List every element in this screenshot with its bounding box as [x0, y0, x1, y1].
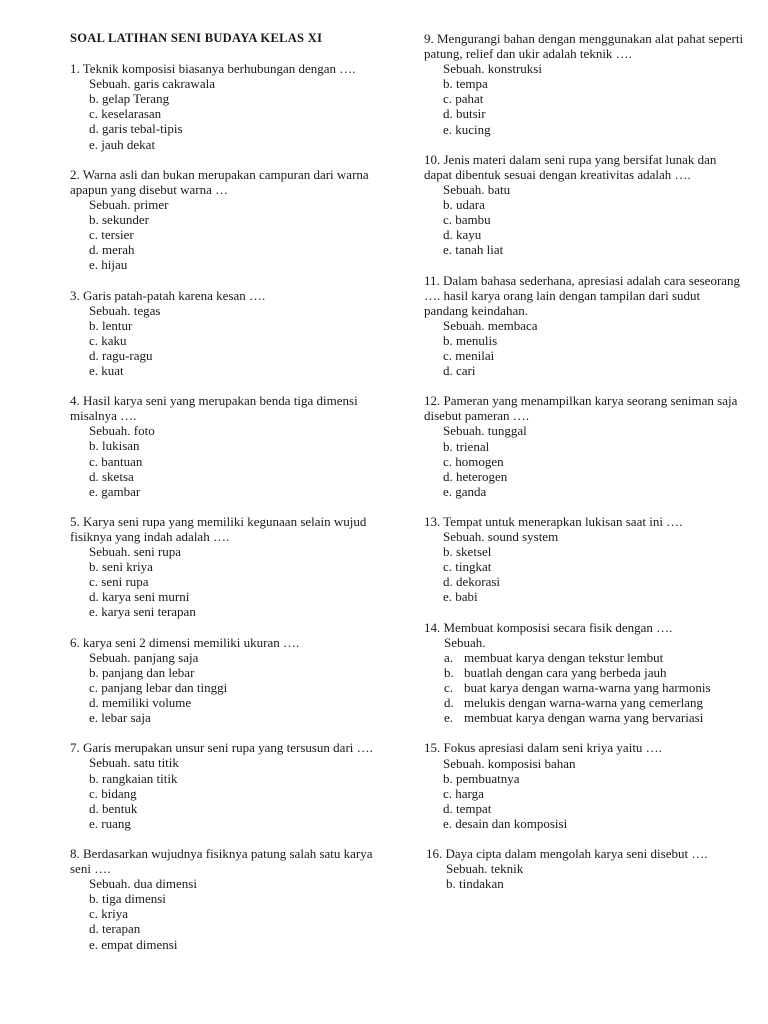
options-list	[70, 650, 375, 725]
option: e. lebar saja	[89, 710, 151, 726]
option: c. homogen	[443, 453, 504, 469]
question-text: 11. Dalam bahasa sederhana, apresiasi adalah cara seseorang …. hasil karya orang lain dengan tampilan dari sudut pandang keindahan.	[424, 272, 741, 318]
option-letter: d.	[444, 695, 454, 711]
option: d. bentuk	[89, 800, 138, 816]
option: d. ragu-ragu	[89, 347, 153, 363]
option: b. rangkaian titik	[89, 770, 178, 786]
option: e. karya seni terapan	[89, 604, 196, 620]
option-text: membuat karya dengan warna yang bervariasi	[464, 710, 704, 726]
option: b. tindakan	[446, 876, 504, 892]
option-text: membuat karya dengan tekstur lembut	[464, 649, 664, 665]
option	[444, 680, 744, 695]
option: d. karya seni murni	[89, 589, 190, 605]
option: c. kaku	[89, 332, 127, 348]
option: Sebuah. foto	[89, 423, 155, 439]
question-text: 9. Mengurangi bahan dengan menggunakan alat pahat seperti patung, relief dan ukir adalah teknik ….	[424, 31, 744, 62]
question-6	[70, 635, 375, 726]
option: e. gambar	[89, 483, 141, 499]
option	[444, 665, 744, 680]
options-list	[70, 423, 375, 498]
option: e. ruang	[89, 815, 131, 831]
option: c. seni rupa	[89, 574, 149, 590]
option: d. heterogen	[443, 468, 508, 484]
option-text: melukis dengan warna-warna yang cemerlang	[464, 695, 703, 711]
option: Sebuah. panjang saja	[89, 649, 199, 665]
option: c. bantuan	[89, 453, 143, 469]
options-list	[424, 635, 744, 726]
question-text: 15. Fokus apresiasi dalam seni kriya yaitu ….	[424, 740, 662, 756]
option	[444, 710, 744, 725]
options-list	[70, 876, 375, 951]
option: d. dekorasi	[443, 574, 501, 590]
option: c. tersier	[89, 227, 134, 243]
option: d. butsir	[443, 106, 486, 122]
option: b. gelap Terang	[89, 91, 170, 107]
option: e. hijau	[89, 257, 128, 273]
option: d. kayu	[443, 227, 482, 243]
question-text: 8. Berdasarkan wujudnya fisiknya patung salah satu karya seni ….	[70, 845, 373, 877]
option: e. kucing	[443, 121, 491, 137]
question-text: 1. Teknik komposisi biasanya berhubungan dengan ….	[70, 61, 356, 77]
option-text: buatlah dengan cara yang berbeda jauh	[464, 664, 667, 680]
option: b. sketsel	[443, 544, 492, 560]
options-list	[70, 76, 375, 151]
option: Sebuah. primer	[89, 196, 169, 212]
option-letter: c.	[444, 680, 454, 696]
question-text: 16. Daya cipta dalam mengolah karya seni disebut ….	[426, 846, 708, 862]
question-4	[70, 393, 375, 499]
question-10	[424, 152, 744, 258]
option: Sebuah.	[444, 634, 486, 650]
option: Sebuah. sound system	[443, 529, 559, 545]
option: Sebuah. garis cakrawala	[89, 76, 215, 92]
options-list	[70, 303, 375, 378]
option: Sebuah. komposisi bahan	[443, 755, 576, 771]
option: b. lukisan	[89, 438, 140, 454]
right-column	[424, 31, 744, 906]
option: d. merah	[89, 242, 135, 258]
question-9	[424, 31, 744, 137]
question-text: 14. Membuat komposisi secara fisik dengan ….	[424, 619, 673, 635]
option: e. desain dan komposisi	[443, 815, 568, 831]
option: e. jauh dekat	[89, 136, 156, 152]
option	[444, 695, 744, 710]
question-5	[70, 514, 375, 620]
option: d. cari	[443, 363, 476, 379]
option: Sebuah. seni rupa	[89, 544, 182, 560]
question-text: 5. Karya seni rupa yang memiliki kegunaan selain wujud fisiknya yang indah adalah ….	[70, 513, 367, 544]
option: Sebuah. tegas	[89, 302, 161, 318]
options-list	[70, 197, 375, 272]
option: b. menulis	[443, 332, 498, 348]
option: c. harga	[443, 785, 484, 801]
option: c. pahat	[443, 91, 484, 107]
question-11	[424, 273, 744, 379]
options-list	[424, 861, 744, 891]
question-2	[70, 167, 375, 273]
option: e. kuat	[89, 362, 124, 378]
options-list	[424, 61, 744, 136]
option: Sebuah. satu titik	[89, 755, 179, 771]
option: c. bambu	[443, 212, 491, 228]
option: Sebuah. batu	[443, 181, 511, 197]
question-text: 4. Hasil karya seni yang merupakan benda tiga dimensi misalnya ….	[70, 393, 358, 424]
option-text: buat karya dengan warna-warna yang harmonis	[464, 680, 711, 696]
option: d. tempat	[443, 800, 492, 816]
question-text: 10. Jenis materi dalam seni rupa yang bersifat lunak dan dapat dibentuk sesuai dengan kreativitas adalah ….	[424, 151, 717, 182]
left-column	[70, 31, 375, 967]
option: Sebuah. membaca	[443, 317, 538, 333]
option: d. sketsa	[89, 468, 134, 484]
question-text: 6. karya seni 2 dimensi memiliki ukuran ….	[70, 634, 300, 650]
question-8	[70, 846, 375, 952]
option: b. trienal	[443, 438, 490, 454]
document-title: SOAL LATIHAN SENI BUDAYA KELAS XI	[70, 31, 323, 45]
option: e. tanah liat	[443, 242, 504, 258]
question-3	[70, 288, 375, 379]
options-list	[424, 318, 744, 378]
question-text: 2. Warna asli dan bukan merupakan campuran dari warna apapun yang disebut warna …	[70, 166, 369, 197]
option: c. tingkat	[443, 559, 492, 575]
option: Sebuah. tunggal	[443, 423, 527, 439]
option: Sebuah. konstruksi	[443, 61, 542, 77]
options-list	[424, 529, 744, 604]
option: d. garis tebal-tipis	[89, 121, 183, 137]
option: b. tiga dimensi	[89, 891, 166, 907]
option: b. tempa	[443, 76, 488, 92]
option: b. udara	[443, 197, 485, 213]
option: b. pembuatnya	[443, 770, 520, 786]
option: c. panjang lebar dan tinggi	[89, 679, 228, 695]
question-16	[424, 846, 744, 891]
option: d. memiliki volume	[89, 695, 192, 711]
options-list	[424, 756, 744, 831]
option: c. bidang	[89, 785, 137, 801]
option: Sebuah. teknik	[446, 861, 524, 877]
option: c. kriya	[89, 906, 128, 922]
question-13	[424, 514, 744, 605]
option: Sebuah. dua dimensi	[89, 876, 197, 892]
question-1	[70, 61, 375, 152]
question-15	[424, 740, 744, 831]
option: e. empat dimensi	[89, 936, 178, 952]
option-letter: e.	[444, 710, 454, 726]
option-letter: b.	[444, 664, 454, 680]
question-text: 13. Tempat untuk menerapkan lukisan saat ini ….	[424, 514, 683, 529]
option: b. lentur	[89, 317, 133, 333]
question-14	[424, 620, 744, 726]
option: b. panjang dan lebar	[89, 664, 195, 680]
question-text: 3. Garis patah-patah karena kesan ….	[70, 287, 266, 303]
options-list	[70, 544, 375, 619]
option: c. menilai	[443, 347, 495, 363]
option: b. sekunder	[89, 212, 149, 228]
question-text: 7. Garis merupakan unsur seni rupa yang tersusun dari ….	[70, 740, 373, 756]
option: b. seni kriya	[89, 559, 153, 575]
option: e. babi	[443, 589, 478, 605]
options-list	[424, 182, 744, 257]
question-7	[70, 740, 375, 831]
options-list	[70, 755, 375, 830]
option: d. terapan	[89, 921, 141, 937]
question-text: 12. Pameran yang menampilkan karya seorang seniman saja disebut pameran ….	[424, 393, 738, 424]
option: e. ganda	[443, 483, 487, 499]
options-list	[424, 423, 744, 498]
option-letter: a.	[444, 649, 454, 665]
option	[444, 650, 744, 665]
option: c. keselarasan	[89, 106, 162, 122]
question-12	[424, 393, 744, 499]
